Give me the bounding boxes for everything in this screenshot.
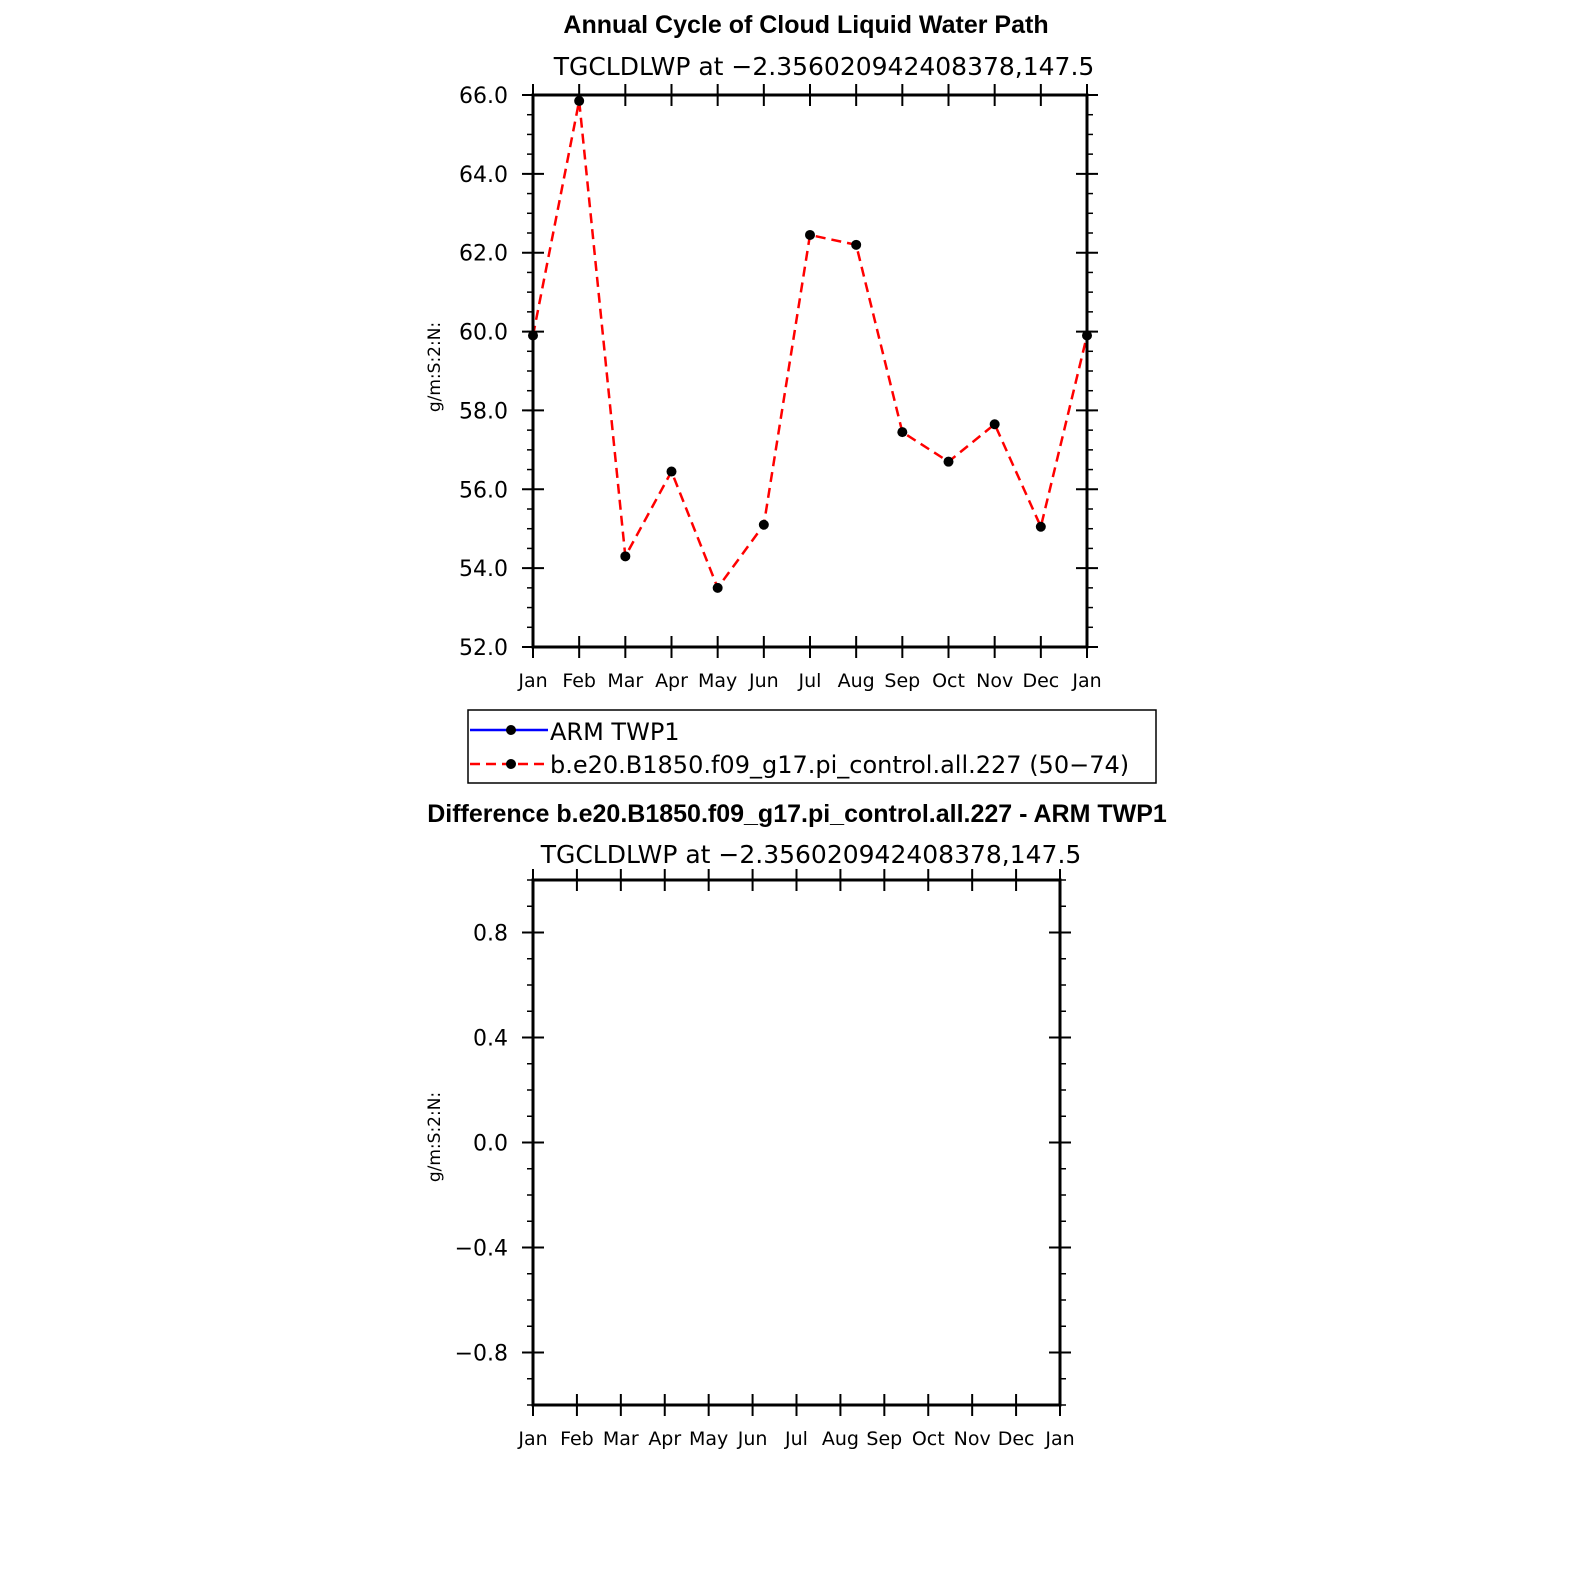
data-point — [620, 551, 630, 561]
x-tick-label: Sep — [884, 670, 921, 692]
data-point — [944, 457, 954, 467]
x-tick-label: Oct — [932, 670, 965, 692]
x-tick-label: Nov — [953, 1428, 991, 1450]
x-tick-label: Sep — [866, 1428, 903, 1450]
data-point — [759, 520, 769, 530]
chart2-subtitle: TGCLDLWP at −2.356020942408378,147.5 — [540, 840, 1082, 869]
y-tick-label: 54.0 — [459, 557, 508, 583]
y-tick-label: 52.0 — [459, 636, 508, 661]
x-tick-label: Mar — [607, 670, 644, 692]
y-tick-label: −0.8 — [454, 1341, 508, 1367]
data-point — [851, 240, 861, 250]
chart2-plot-frame — [533, 880, 1060, 1405]
x-tick-label: Jul — [798, 670, 822, 692]
x-tick-label: Dec — [1022, 670, 1060, 692]
x-tick-label: Dec — [997, 1428, 1035, 1450]
data-point — [805, 230, 815, 240]
x-tick-label: Aug — [821, 1428, 859, 1450]
x-tick-label: Nov — [976, 670, 1014, 692]
data-point — [990, 419, 1000, 429]
data-point — [574, 96, 584, 106]
y-tick-label: −0.4 — [454, 1236, 508, 1262]
chart1-y-axis-label: g/m:S:2:N: — [425, 321, 445, 413]
legend-model-marker — [506, 759, 516, 769]
x-tick-label: Feb — [562, 670, 596, 692]
x-tick-label: Mar — [602, 1428, 639, 1450]
chart1-minor-ticks — [527, 95, 1093, 647]
x-tick-label: Apr — [648, 1428, 682, 1450]
chart2-title: Difference b.e20.B1850.f09_g17.pi_control.all.227 - ARM TWP1 — [427, 800, 1167, 828]
y-tick-label: 64.0 — [459, 162, 508, 188]
data-point — [897, 427, 907, 437]
legend-obs-label: ARM TWP1 — [550, 718, 680, 746]
data-point — [713, 583, 723, 593]
y-tick-label: 62.0 — [459, 241, 508, 267]
chart2-ticks — [455, 869, 1075, 1450]
x-tick-label: Jan — [1045, 1428, 1075, 1450]
chart2-y-axis-label: g/m:S:2:N: — [425, 1091, 445, 1183]
x-tick-label: Aug — [837, 670, 875, 692]
x-tick-label: Feb — [560, 1428, 594, 1450]
x-tick-label: Jan — [1072, 670, 1102, 692]
x-tick-label: Jan — [518, 1428, 548, 1450]
legend-item-model — [470, 751, 1129, 779]
chart1-title: Annual Cycle of Cloud Liquid Water Path — [563, 11, 1049, 39]
y-tick-label: 0.0 — [473, 1131, 508, 1157]
chart1-series — [528, 96, 1092, 593]
x-tick-label: May — [689, 1428, 729, 1450]
chart2-minor-ticks — [527, 880, 1066, 1405]
x-tick-label: Jan — [518, 670, 548, 692]
y-tick-label: 56.0 — [459, 478, 508, 504]
x-tick-label: Jul — [785, 1428, 808, 1450]
legend-obs-marker — [506, 725, 516, 735]
y-tick-label: 58.0 — [459, 399, 508, 425]
x-tick-label: Oct — [911, 1428, 945, 1450]
annual-cycle-chart — [425, 11, 1102, 692]
y-tick-label: 0.4 — [473, 1026, 508, 1052]
legend-model-label: b.e20.B1850.f09_g17.pi_control.all.227 (50−74) — [550, 751, 1130, 779]
x-tick-label: Jun — [737, 1428, 768, 1450]
series-line-1 — [533, 101, 1087, 588]
chart1-subtitle: TGCLDLWP at −2.356020942408378,147.5 — [553, 52, 1095, 81]
chart1-ticks — [459, 84, 1102, 692]
data-point — [667, 467, 677, 477]
y-tick-label: 0.8 — [473, 921, 508, 947]
x-tick-label: May — [698, 670, 738, 692]
legend — [468, 710, 1156, 783]
chart1-plot-frame — [533, 95, 1087, 647]
y-tick-label: 66.0 — [459, 84, 508, 109]
data-point — [1036, 522, 1046, 532]
difference-chart — [425, 800, 1167, 1450]
y-tick-label: 60.0 — [459, 320, 508, 346]
x-tick-label: Apr — [655, 670, 688, 692]
x-tick-label: Jun — [748, 670, 779, 692]
